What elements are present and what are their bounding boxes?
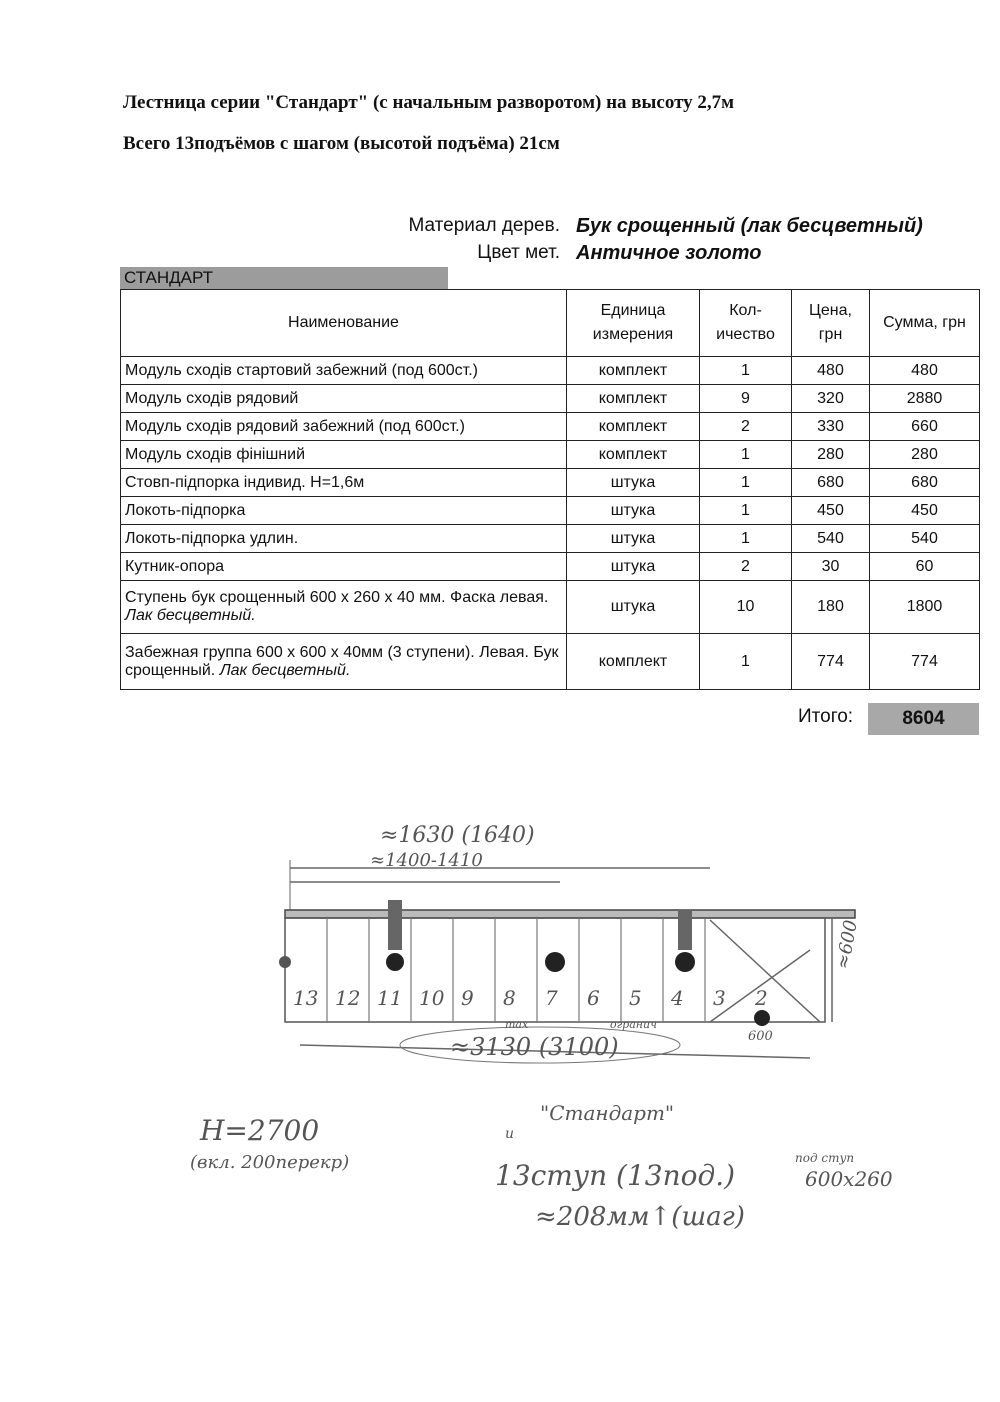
cell-name — [121, 525, 567, 553]
cell-price — [792, 634, 870, 690]
dim-bottom-limit: огранич — [610, 1018, 657, 1031]
cell-qty-text: 2 — [741, 557, 750, 575]
cell-qty — [700, 525, 792, 553]
cell-price-text: 480 — [817, 361, 844, 379]
cell-unit — [567, 357, 700, 385]
cell-qty — [700, 413, 792, 441]
cell-price-text: 540 — [817, 529, 844, 547]
cell-name — [121, 581, 567, 634]
cell-qty-text: 1 — [741, 501, 750, 519]
cell-name-text: Локоть-підпорка удлин. — [125, 529, 299, 547]
cell-qty-text: 1 — [741, 361, 750, 379]
table-row — [121, 634, 980, 690]
support-2 — [545, 952, 565, 972]
table-row — [121, 385, 980, 413]
cell-price — [792, 469, 870, 497]
table-row — [121, 413, 980, 441]
material-value: Бук срощенный (лак бесцветный) — [576, 215, 923, 237]
step-number: 7 — [545, 986, 558, 1010]
cell-sum — [870, 581, 980, 634]
cell-qty-text: 9 — [741, 389, 750, 407]
header-qty: Кол-ичество — [700, 290, 792, 357]
cell-name — [121, 441, 567, 469]
table-row — [121, 553, 980, 581]
cell-price — [792, 553, 870, 581]
note-step-size: 600х260 — [805, 1167, 893, 1191]
support-5 — [279, 956, 291, 968]
step-numbers — [293, 986, 768, 1010]
cell-sum — [870, 634, 980, 690]
header-name: Наименование — [121, 290, 567, 357]
cell-unit-text: комплект — [598, 417, 668, 435]
note-and: и — [505, 1126, 515, 1142]
cell-qty — [700, 581, 792, 634]
cell-qty-text: 2 — [741, 417, 750, 435]
header-unit: Единица измерения — [567, 290, 700, 357]
cell-sum-text: 1800 — [906, 598, 943, 615]
cell-unit — [567, 581, 700, 634]
dim-bottom-max: max — [505, 1018, 529, 1031]
cell-name-text: Модуль сходів фінішний — [125, 445, 306, 463]
cell-unit-text: комплект — [598, 652, 668, 670]
cell-name-text: Модуль сходів стартовий забежний (под 600ст.) — [125, 361, 478, 379]
cell-qty — [700, 634, 792, 690]
cell-price — [792, 385, 870, 413]
cell-qty-text: 1 — [741, 473, 750, 491]
cell-name-text: Ступень бук срощенный 600 х 260 х 40 мм. Фаска левая. — [125, 589, 549, 606]
cell-sum-text: 680 — [911, 473, 938, 491]
cell-sum — [870, 469, 980, 497]
total-value: 8604 — [868, 703, 979, 735]
cell-unit — [567, 413, 700, 441]
note-under-step: под ступ — [795, 1151, 855, 1165]
table-header-row — [121, 290, 980, 357]
cell-qty — [700, 441, 792, 469]
document-subtitle: Всего 13подъёмов с шагом (высотой подъёма) 21см — [123, 133, 560, 154]
cell-price-text: 180 — [817, 598, 844, 615]
note-height-detail: (вкл. 200перекр) — [190, 1152, 350, 1173]
table-row — [121, 357, 980, 385]
note-height: Н=2700 — [200, 1114, 320, 1147]
step-number: 9 — [461, 986, 474, 1010]
color-row — [120, 242, 978, 266]
cell-sum — [870, 357, 980, 385]
cell-name-text: Кутник-опора — [125, 557, 225, 575]
support-1 — [386, 953, 404, 971]
step-number: 13 — [293, 986, 319, 1010]
post-2 — [678, 910, 692, 950]
note-standard: "Стандарт" — [540, 1101, 675, 1125]
cell-price — [792, 357, 870, 385]
cell-name-italic: Лак бесцветный. — [125, 607, 256, 624]
cell-sum-text: 280 — [911, 445, 938, 463]
cell-unit — [567, 385, 700, 413]
step-number: 4 — [671, 986, 684, 1010]
document-title: Лестница серии "Стандарт" (с начальным разворотом) на высоту 2,7м — [123, 92, 735, 113]
note-step-height: ≈208мм↑(шаг) — [535, 1202, 745, 1232]
cell-sum — [870, 413, 980, 441]
material-row — [120, 215, 978, 239]
cell-sum — [870, 553, 980, 581]
step-number: 12 — [335, 986, 361, 1010]
cell-price — [792, 413, 870, 441]
table-row — [121, 469, 980, 497]
total-label: Итого: — [798, 706, 854, 727]
dim-top-1: ≈1630 (1640) — [380, 823, 535, 848]
cell-price-text: 330 — [817, 417, 844, 435]
cell-unit-text: комплект — [598, 389, 668, 407]
cell-price-text: 30 — [821, 557, 840, 575]
header-sum: Сумма, грн — [870, 290, 980, 357]
cell-sum — [870, 385, 980, 413]
cell-qty-text: 1 — [741, 652, 750, 670]
cell-unit — [567, 634, 700, 690]
cell-name-text: Модуль сходів рядовий забежний (под 600ст.) — [125, 417, 465, 435]
step-number: 5 — [629, 986, 642, 1010]
cell-name — [121, 385, 567, 413]
cell-qty-text: 1 — [741, 445, 750, 463]
header-price: Цена, грн — [792, 290, 870, 357]
color-value: Античное золото — [576, 242, 762, 264]
cell-price-text: 280 — [817, 445, 844, 463]
cell-sum — [870, 497, 980, 525]
cell-name-text: Стовп-підпорка індивид. Н=1,6м — [125, 473, 365, 491]
dim-bottom: ≈3130 (3100) — [450, 1033, 619, 1061]
section-title: СТАНДАРТ — [120, 267, 448, 289]
material-label: Материал дерев. — [408, 215, 560, 236]
cell-name-text: Забежная группа 600 х 600 х 40мм (3 ступени). Левая. Бук срощенный. — [125, 643, 559, 679]
cell-unit-text: комплект — [598, 361, 668, 379]
cell-unit-text: штука — [610, 557, 656, 575]
cell-name — [121, 553, 567, 581]
dim-top-2: ≈1400-1410 — [370, 850, 483, 871]
cell-unit-text: штука — [610, 529, 656, 547]
cell-price-text: 774 — [817, 652, 844, 670]
step-number: 8 — [503, 986, 516, 1010]
cell-name-text: Локоть-підпорка — [125, 501, 246, 519]
cell-name-italic: Лак бесцветный. — [219, 661, 351, 679]
cell-qty — [700, 357, 792, 385]
cell-name-text: Модуль сходів рядовий — [125, 389, 299, 407]
cell-sum-text: 60 — [915, 557, 934, 575]
cell-name — [121, 413, 567, 441]
cell-qty — [700, 553, 792, 581]
step-number: 6 — [587, 986, 600, 1010]
cell-name — [121, 469, 567, 497]
cell-unit — [567, 553, 700, 581]
cell-qty — [700, 497, 792, 525]
cell-sum-text: 450 — [911, 501, 938, 519]
cell-qty — [700, 469, 792, 497]
cell-price — [792, 581, 870, 634]
cell-sum-text: 2880 — [906, 389, 943, 407]
cell-unit — [567, 469, 700, 497]
table-row — [121, 525, 980, 553]
cell-price — [792, 441, 870, 469]
step-number: 3 — [713, 986, 726, 1010]
cell-sum-text: 480 — [911, 361, 938, 379]
cell-price-text: 450 — [817, 501, 844, 519]
cell-name — [121, 497, 567, 525]
cell-sum-text: 774 — [911, 652, 938, 670]
table-row — [121, 581, 980, 634]
note-steps: 13ступ (13под.) — [495, 1159, 736, 1192]
dim-600: 600 — [748, 1029, 773, 1044]
cell-unit-text: комплект — [598, 445, 668, 463]
stair-sketch — [150, 800, 970, 1240]
cell-unit — [567, 497, 700, 525]
step-number: 2 — [755, 986, 768, 1010]
cell-price — [792, 525, 870, 553]
cell-name — [121, 634, 567, 690]
cell-sum — [870, 441, 980, 469]
cell-price-text: 680 — [817, 473, 844, 491]
color-label: Цвет мет. — [477, 242, 560, 263]
cell-unit — [567, 441, 700, 469]
cell-qty — [700, 385, 792, 413]
cell-price — [792, 497, 870, 525]
step-number: 11 — [377, 986, 403, 1010]
table-row — [121, 441, 980, 469]
step-number: 10 — [419, 986, 445, 1010]
cell-sum — [870, 525, 980, 553]
post-1 — [388, 900, 402, 950]
cell-sum-text: 660 — [911, 417, 938, 435]
table-row — [121, 497, 980, 525]
cell-unit-text: штука — [610, 501, 656, 519]
cell-name — [121, 357, 567, 385]
cell-sum-text: 540 — [911, 529, 938, 547]
support-4 — [754, 1010, 770, 1026]
cell-unit-text: штука — [610, 473, 656, 491]
dim-side: ≈600 — [832, 918, 862, 971]
cell-qty-text: 10 — [736, 598, 755, 615]
support-3 — [675, 952, 695, 972]
cell-qty-text: 1 — [741, 529, 750, 547]
cell-price-text: 320 — [817, 389, 844, 407]
cell-unit — [567, 525, 700, 553]
price-table — [120, 289, 980, 690]
cell-unit-text: штука — [610, 598, 656, 615]
